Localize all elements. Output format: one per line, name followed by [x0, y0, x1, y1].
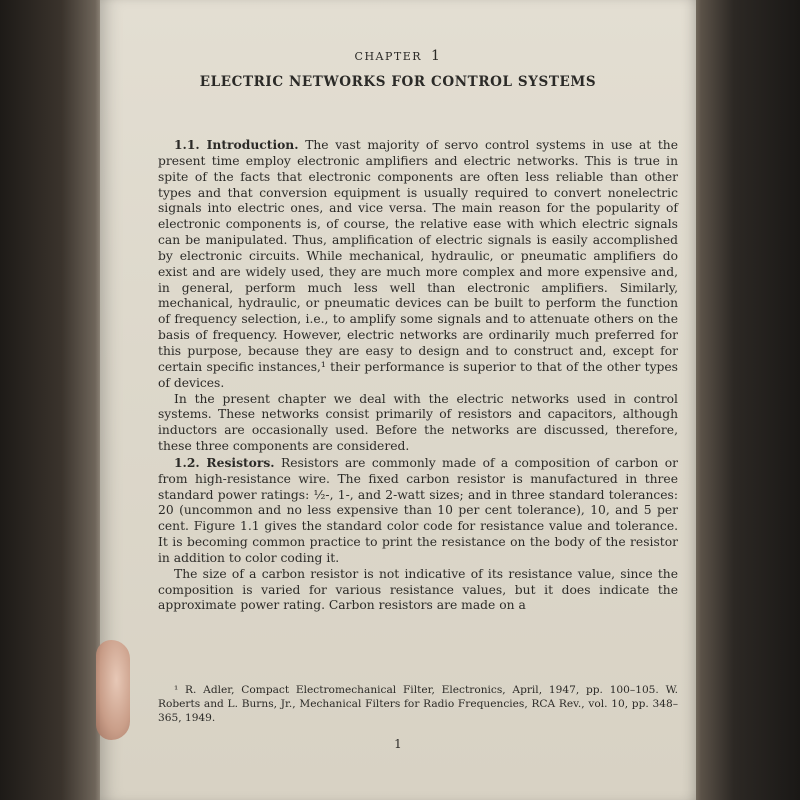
footnote-1: ¹ R. Adler, Compact Electromechanical Filter, Electronics, April, 1947, pp. 100–105. W. Roberts and L. Burns, Jr., Mechanical Filters for Radio Frequencies, RCA Rev., vol. 10, pp. 348–365, 1949. [158, 684, 678, 724]
section-heading-resistors: 1.2. Resistors. [174, 454, 275, 470]
thumb [96, 640, 130, 740]
body-text [158, 137, 678, 614]
chapter-number: 1 [431, 48, 442, 64]
paragraph-text: The size of a carbon resistor is not indicative of its resistance value, since the composition is varied for various resistance values, but it does indicate the approximate power rating. Carbon resistors are made on a [158, 566, 678, 613]
chapter-label [100, 48, 696, 64]
chapter-title: ELECTRIC NETWORKS FOR CONTROL SYSTEMS [199, 74, 597, 90]
book-edge-right [690, 0, 800, 800]
paragraph-intro [158, 137, 678, 392]
book-page [100, 0, 696, 800]
chapter-label-text: CHAPTER [354, 50, 423, 63]
page-number: 1 [394, 737, 402, 751]
footnotes [158, 683, 678, 725]
paragraph-carbon-size [158, 567, 678, 615]
paragraph-resistors [158, 455, 678, 567]
section-heading-introduction: 1.1. Introduction. [174, 137, 299, 152]
paragraph-networks [158, 392, 678, 455]
paragraph-text: In the present chapter we deal with the electric networks used in control systems. These networks consist primarily of resistors and capacitors, although inductors are occasionally used. Before the networks are discussed, therefore, these three components are considered. [158, 391, 678, 454]
paragraph-text: Resistors are commonly made of a composition of carbon or from high-resistance wire. The fixed carbon resistor is manufactured in three standard power ratings: ½-, 1-, and 2-watt sizes; and in three standard tolerances: 20 (uncommon and no less expensive than 10 per cent tolerance), 10, and 5 per cent. Figure 1.1 gives the standard color code for resistance value and tolerance. It is becoming common practice to print the resistance on the body of the resistor in addition to color coding it. [158, 455, 678, 565]
paragraph-text: The vast majority of servo control systems in use at the present time employ electronic amplifiers and electric networks. This is true in spite of the facts that electronic components are often less reliable than other types and that conversion equipment is usually required to convert nonelectric signals into electric ones, and vice versa. The main reason for the popularity of electronic components is, of course, the relative ease with which electric signals can be manipulated. Thus, amplification of electric signals is easily accomplished by electronic circuits. While mechanical, hydraulic, or pneumatic amplifiers do exist and are widely used, they are much more complex and more expensive and, in general, perform much less well than electronic amplifiers. Similarly, mechanical, hydraulic, or pneumatic devices can be built to perform the function of frequency selection, i.e., to amplify some signals and to attenuate others on the basis of frequency. However, electric networks are ordinarily much preferred for this purpose, because they are easy to design and to construct and, except for certain specific instances,¹ their performance is superior to that of the other types of devices. [158, 138, 679, 390]
